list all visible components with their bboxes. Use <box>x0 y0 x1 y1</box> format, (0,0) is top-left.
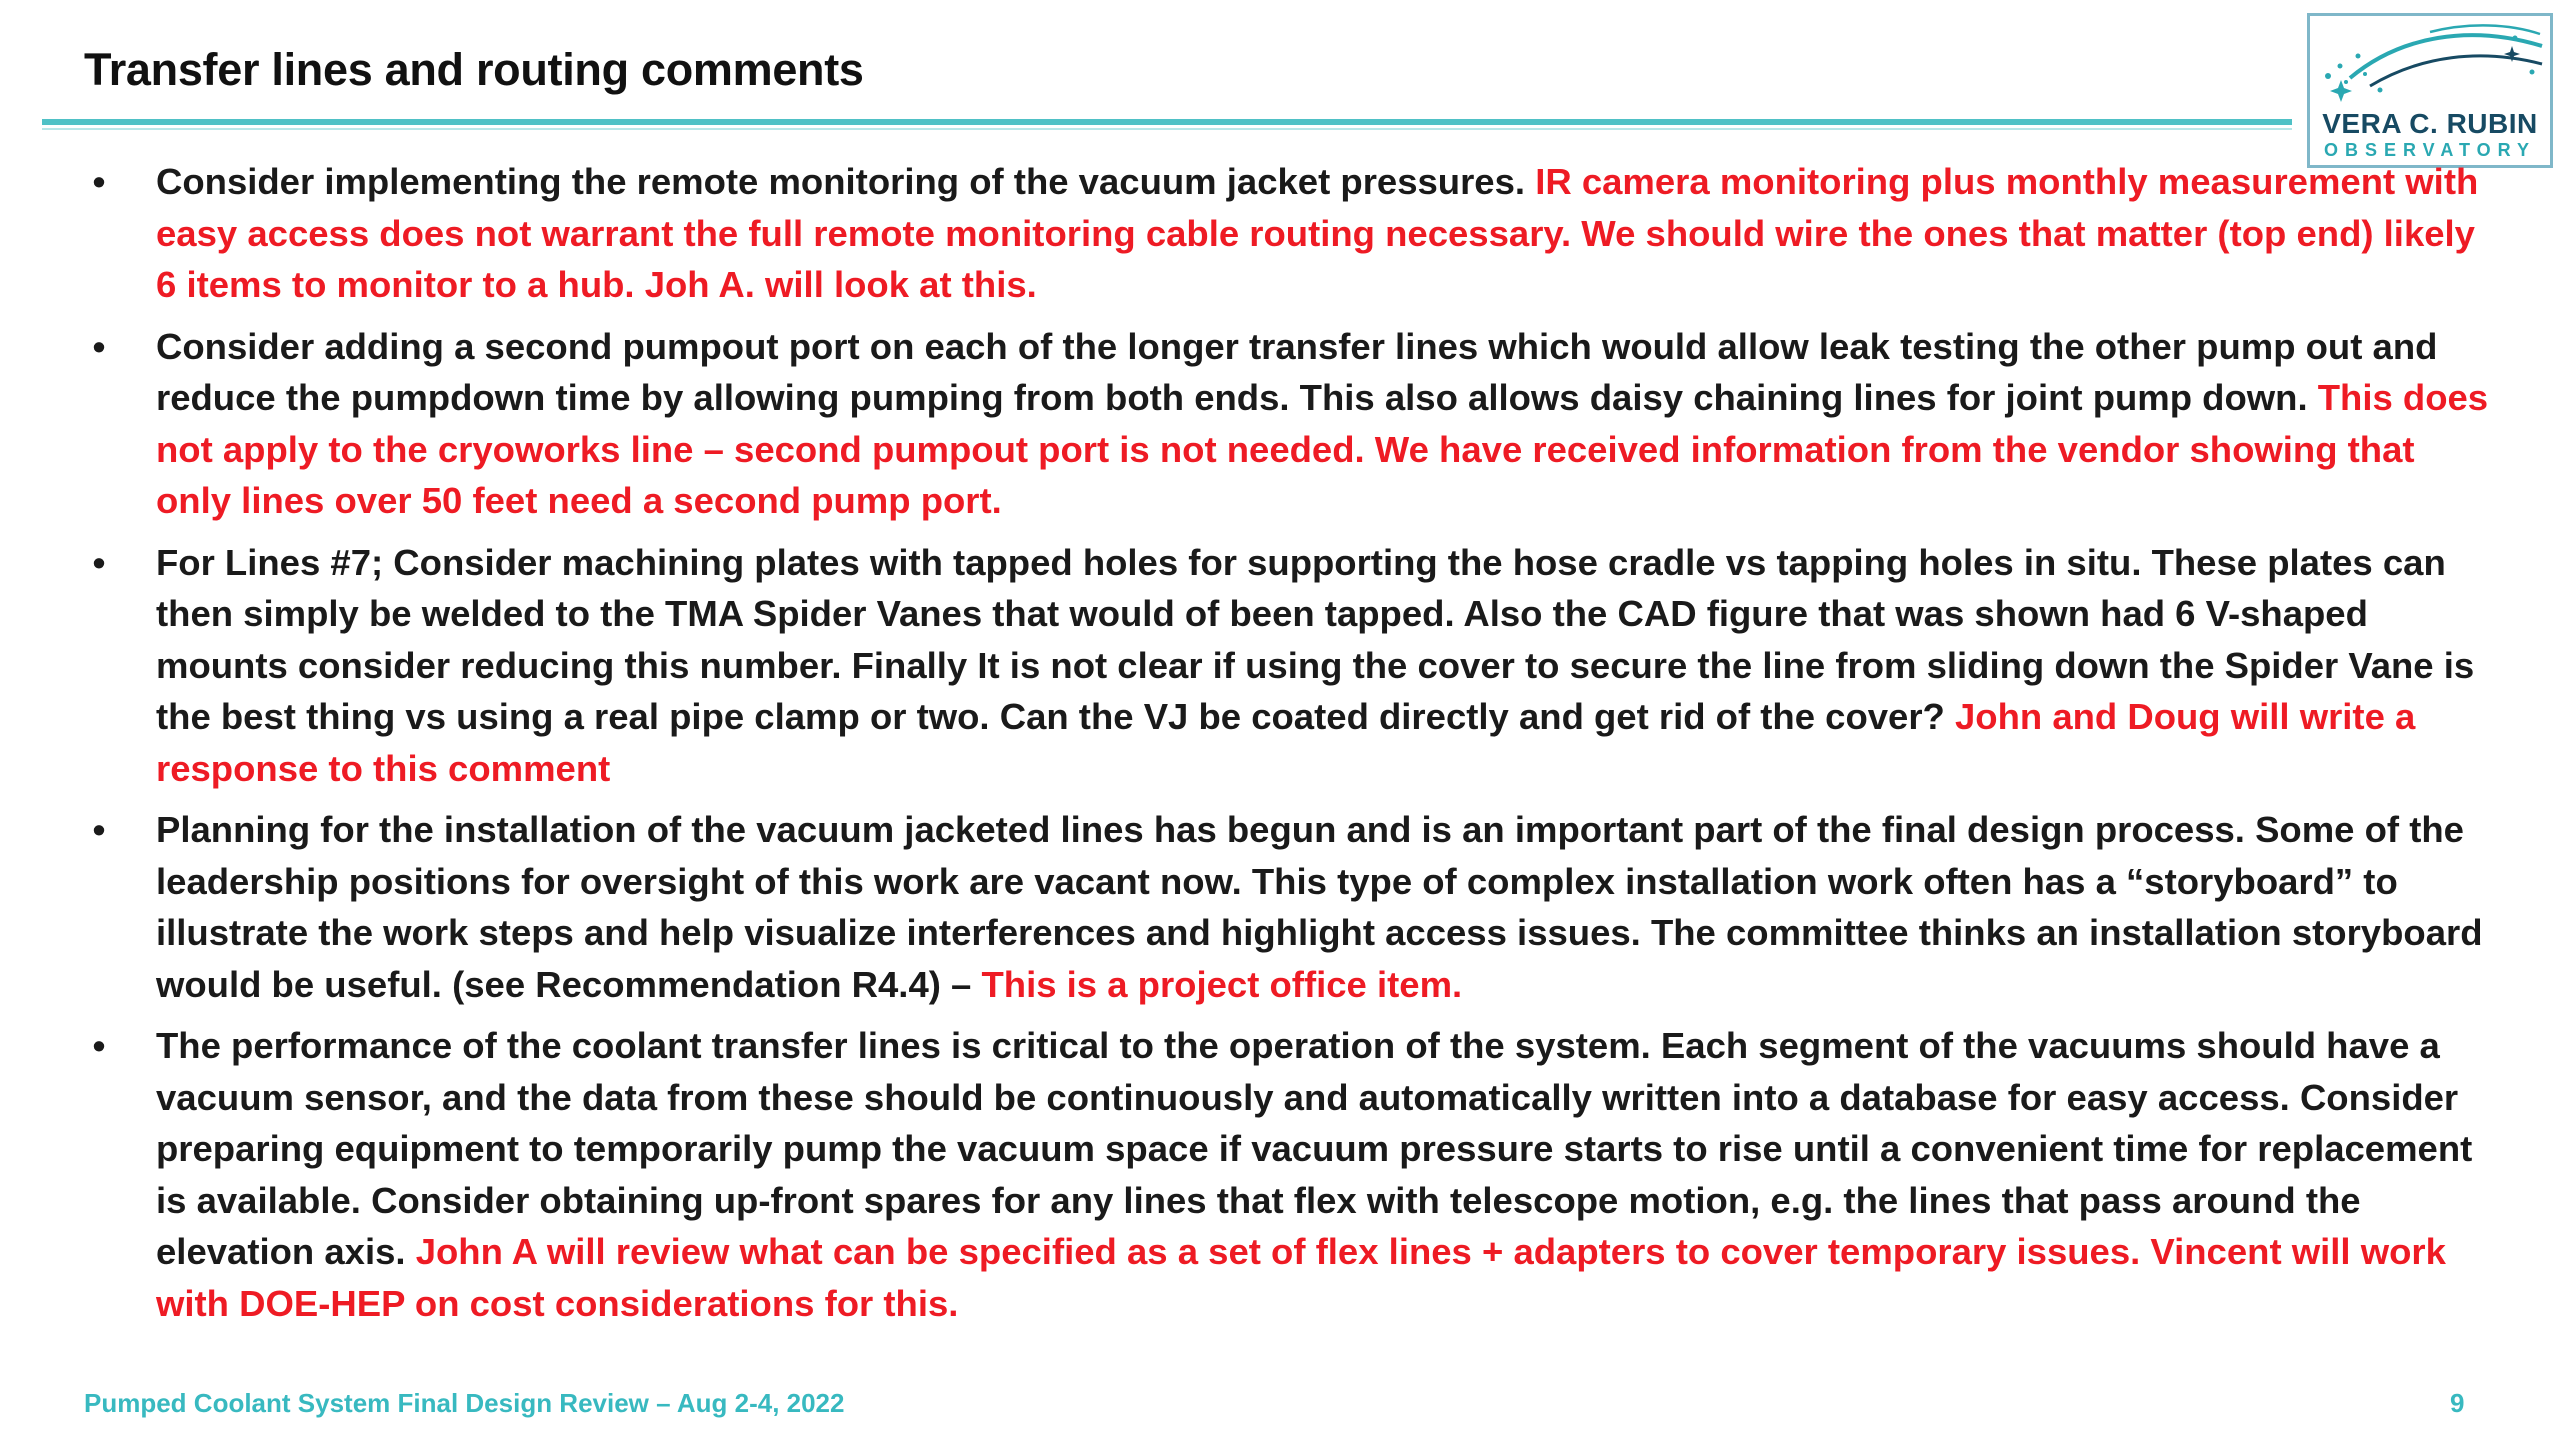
bullet-marker: • <box>92 1025 106 1066</box>
bullet-list <box>84 156 2494 1339</box>
bullet-item <box>84 1020 2494 1329</box>
bullet-text: For Lines #7; Consider machining plates with tapped holes for supporting the hose cradle vs tapping holes in situ. These plates can then simply be welded to the TMA Spider Vanes that would of been tapped. Also the CAD figure that was shown had 6 V-shaped mounts consider reducing this number. Finally It is not clear if using the cover to secure the line from sliding down the Spider Vane is the best thing vs using a real pipe clamp or two. Can the VJ be coated directly and get rid of the cover? <box>156 541 2475 737</box>
bullet-response-text: John A will review what can be specified as a set of flex lines + adapters to cover temporary issues. Vincent will work with DOE-HEP on cost considerations for this. <box>156 1231 2446 1324</box>
bullet-text: The performance of the coolant transfer lines is critical to the operation of the system. Each segment of the vacuums should have a vacuum sensor, and the data from these should be continuously and automatically written into a database for easy access. Consider preparing equipment to temporarily pump the vacuum space if vacuum pressure starts to rise until a convenient time for replacement is available. Consider obtaining up-front spares for any lines that flex with telescope motion, e.g. the lines that pass around the elevation axis. <box>156 1025 2473 1272</box>
logo-subtitle: OBSERVATORY <box>2323 140 2537 160</box>
bullet-item <box>84 321 2494 527</box>
bullet-marker: • <box>92 541 106 583</box>
constellation-icon <box>2310 16 2550 111</box>
rubin-observatory-logo <box>2307 13 2553 168</box>
title-underline <box>42 119 2292 125</box>
bullet-response-text: IR camera monitoring plus monthly measurement with easy access does not warrant the full remote monitoring cable routing necessary. We should wire the ones that matter (top end) likely 6 items to monitor to a hub. Joh A. will look at this. <box>156 161 2479 305</box>
bullet-response-text: John and Doug will write a response to this comment <box>156 696 2416 789</box>
bullet-response-text: This is a project office item. <box>981 963 1463 1005</box>
bullet-item <box>84 804 2494 1010</box>
bullet-item <box>84 156 2494 311</box>
bullet-marker: • <box>92 161 106 202</box>
bullet-marker: • <box>92 809 106 850</box>
bullet-marker: • <box>92 325 106 367</box>
bullet-text: Consider adding a second pumpout port on each of the longer transfer lines which would allow leak testing the other pump out and reduce the pumpdown time by allowing pumping from both ends. This also allows daisy chaining lines for joint pump down. <box>156 325 2438 418</box>
page-number: 9 <box>2450 1388 2465 1418</box>
logo-name: VERA C. RUBIN <box>2322 108 2538 139</box>
title-underline-shadow <box>42 128 2292 130</box>
bullet-text: Planning for the installation of the vacuum jacketed lines has begun and is an important part of the final design process. Some of the leadership positions for oversight of this work are vacant now. This type of complex installation work often has a “storyboard” to illustrate the work steps and help visualize interferences and highlight access issues. The committee thinks an installation storyboard would be useful. (see Recommendation R4.4) – <box>156 809 2483 1005</box>
bullet-response-text: This does not apply to the cryoworks line – second pumpout port is not needed. We have received information from the vendor showing that only lines over 50 feet need a second pump port. <box>156 377 2489 521</box>
slide-title: Transfer lines and routing comments <box>84 44 864 95</box>
footer-text: Pumped Coolant System Final Design Review – Aug 2-4, 2022 <box>84 1388 845 1418</box>
bullet-text: Consider implementing the remote monitoring of the vacuum jacket pressures. <box>156 161 1536 202</box>
bullet-item <box>84 537 2494 795</box>
